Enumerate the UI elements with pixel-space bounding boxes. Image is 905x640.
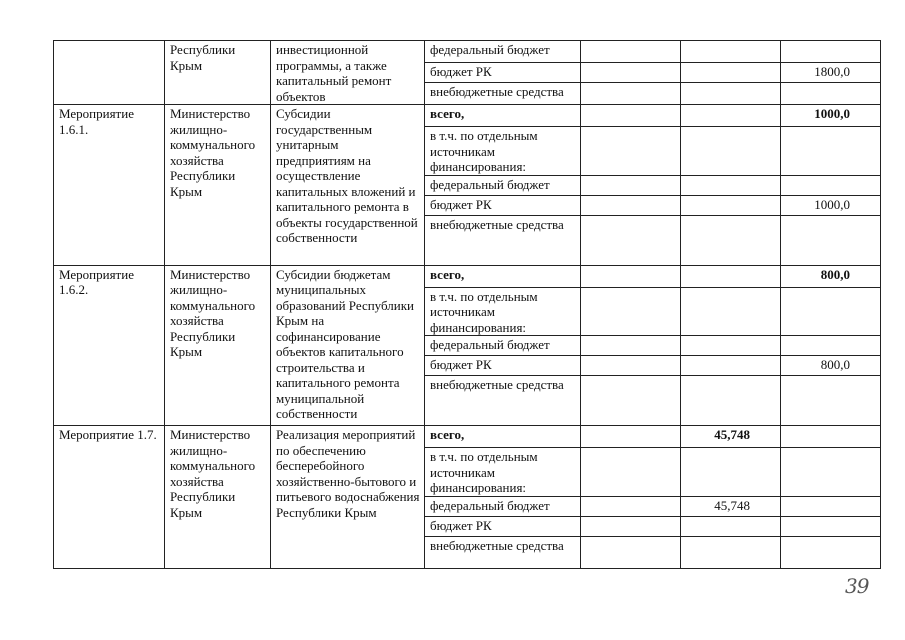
value-cell xyxy=(681,215,781,265)
source-label-total: всего, xyxy=(425,105,581,127)
value-cell: 800,0 xyxy=(781,356,881,376)
value-cell: 1000,0 xyxy=(781,195,881,215)
source-label-subtitle: в т.ч. по отдельным источникам финансирования: xyxy=(425,448,581,497)
value-cell xyxy=(581,83,681,105)
source-label-federal: федеральный бюджет xyxy=(425,336,581,356)
value-cell: 1000,0 xyxy=(781,105,881,127)
value-cell xyxy=(581,287,681,336)
value-cell xyxy=(581,516,681,536)
value-cell xyxy=(581,215,681,265)
value-cell xyxy=(781,175,881,195)
value-cell xyxy=(681,265,781,287)
value-cell xyxy=(581,105,681,127)
source-label-extra: внебюджетные средства xyxy=(425,376,581,426)
value-cell: 45,748 xyxy=(681,426,781,448)
table-row xyxy=(54,426,881,448)
source-label-rk: бюджет РК xyxy=(425,195,581,215)
value-cell xyxy=(681,41,781,63)
value-cell xyxy=(781,127,881,176)
value-cell xyxy=(781,536,881,568)
source-label-total: всего, xyxy=(425,265,581,287)
value-cell xyxy=(581,127,681,176)
value-cell xyxy=(581,448,681,497)
value-cell xyxy=(781,287,881,336)
value-cell xyxy=(581,496,681,516)
value-cell xyxy=(781,448,881,497)
value-cell xyxy=(781,426,881,448)
value-cell xyxy=(581,63,681,83)
value-cell xyxy=(681,83,781,105)
value-cell xyxy=(681,376,781,426)
value-cell xyxy=(581,195,681,215)
table-row xyxy=(54,265,881,287)
value-cell xyxy=(781,41,881,63)
source-label-rk: бюджет РК xyxy=(425,356,581,376)
value-cell xyxy=(581,536,681,568)
value-cell xyxy=(581,265,681,287)
executor-cell: Республики Крым xyxy=(165,41,271,105)
value-cell xyxy=(781,496,881,516)
event-cell xyxy=(54,41,165,105)
value-cell xyxy=(581,376,681,426)
description-cell: Реализация мероприятий по обеспечению бесперебойного хозяйственно-бытового и питьевого водоснабжения Республики Крым xyxy=(271,426,425,569)
value-cell xyxy=(781,215,881,265)
value-cell xyxy=(681,127,781,176)
source-label-extra: внебюджетные средства xyxy=(425,536,581,568)
source-label-federal: федеральный бюджет xyxy=(425,175,581,195)
description-cell: Субсидии бюджетам муниципальных образований Республики Крым на софинансирование объектов капитального строительства и капитального ремонта муниципальной собственности xyxy=(271,265,425,426)
value-cell xyxy=(681,356,781,376)
value-cell xyxy=(681,448,781,497)
value-cell: 45,748 xyxy=(681,496,781,516)
funding-table xyxy=(53,40,881,569)
executor-cell: Министерство жилищно-коммунального хозяйства Республики Крым xyxy=(165,265,271,426)
value-cell xyxy=(581,41,681,63)
value-cell: 800,0 xyxy=(781,265,881,287)
description-cell: Субсидии государственным унитарным предприятиям на осуществление капитальных вложений и капитального ремонта в объекты государственной собственности xyxy=(271,105,425,266)
funding-table-body xyxy=(54,41,881,569)
event-cell: Мероприятие 1.6.1. xyxy=(54,105,165,266)
value-cell xyxy=(681,175,781,195)
page-number: 39 xyxy=(845,574,869,598)
source-label-extra: внебюджетные средства xyxy=(425,215,581,265)
source-label-subtitle: в т.ч. по отдельным источникам финансирования: xyxy=(425,287,581,336)
value-cell xyxy=(581,336,681,356)
value-cell: 1800,0 xyxy=(781,63,881,83)
source-label-total: всего, xyxy=(425,426,581,448)
value-cell xyxy=(781,83,881,105)
value-cell xyxy=(681,516,781,536)
value-cell xyxy=(581,175,681,195)
table-row xyxy=(54,41,881,63)
event-cell: Мероприятие 1.6.2. xyxy=(54,265,165,426)
value-cell xyxy=(581,356,681,376)
source-label-rk: бюджет РК xyxy=(425,516,581,536)
description-cell: инвестиционной программы, а также капитальный ремонт объектов xyxy=(271,41,425,105)
table-row xyxy=(54,105,881,127)
value-cell xyxy=(681,287,781,336)
executor-cell: Министерство жилищно-коммунального хозяйства Республики Крым xyxy=(165,105,271,266)
source-label: федеральный бюджет xyxy=(425,41,581,63)
value-cell xyxy=(681,63,781,83)
source-label-federal: федеральный бюджет xyxy=(425,496,581,516)
source-label: внебюджетные средства xyxy=(425,83,581,105)
value-cell xyxy=(681,105,781,127)
source-label-subtitle: в т.ч. по отдельным источникам финансирования: xyxy=(425,127,581,176)
value-cell xyxy=(781,516,881,536)
executor-cell: Министерство жилищно-коммунального хозяйства Республики Крым xyxy=(165,426,271,569)
value-cell xyxy=(681,336,781,356)
value-cell xyxy=(681,195,781,215)
event-cell: Мероприятие 1.7. xyxy=(54,426,165,569)
value-cell xyxy=(781,336,881,356)
value-cell xyxy=(581,426,681,448)
source-label: бюджет РК xyxy=(425,63,581,83)
value-cell xyxy=(781,376,881,426)
value-cell xyxy=(681,536,781,568)
